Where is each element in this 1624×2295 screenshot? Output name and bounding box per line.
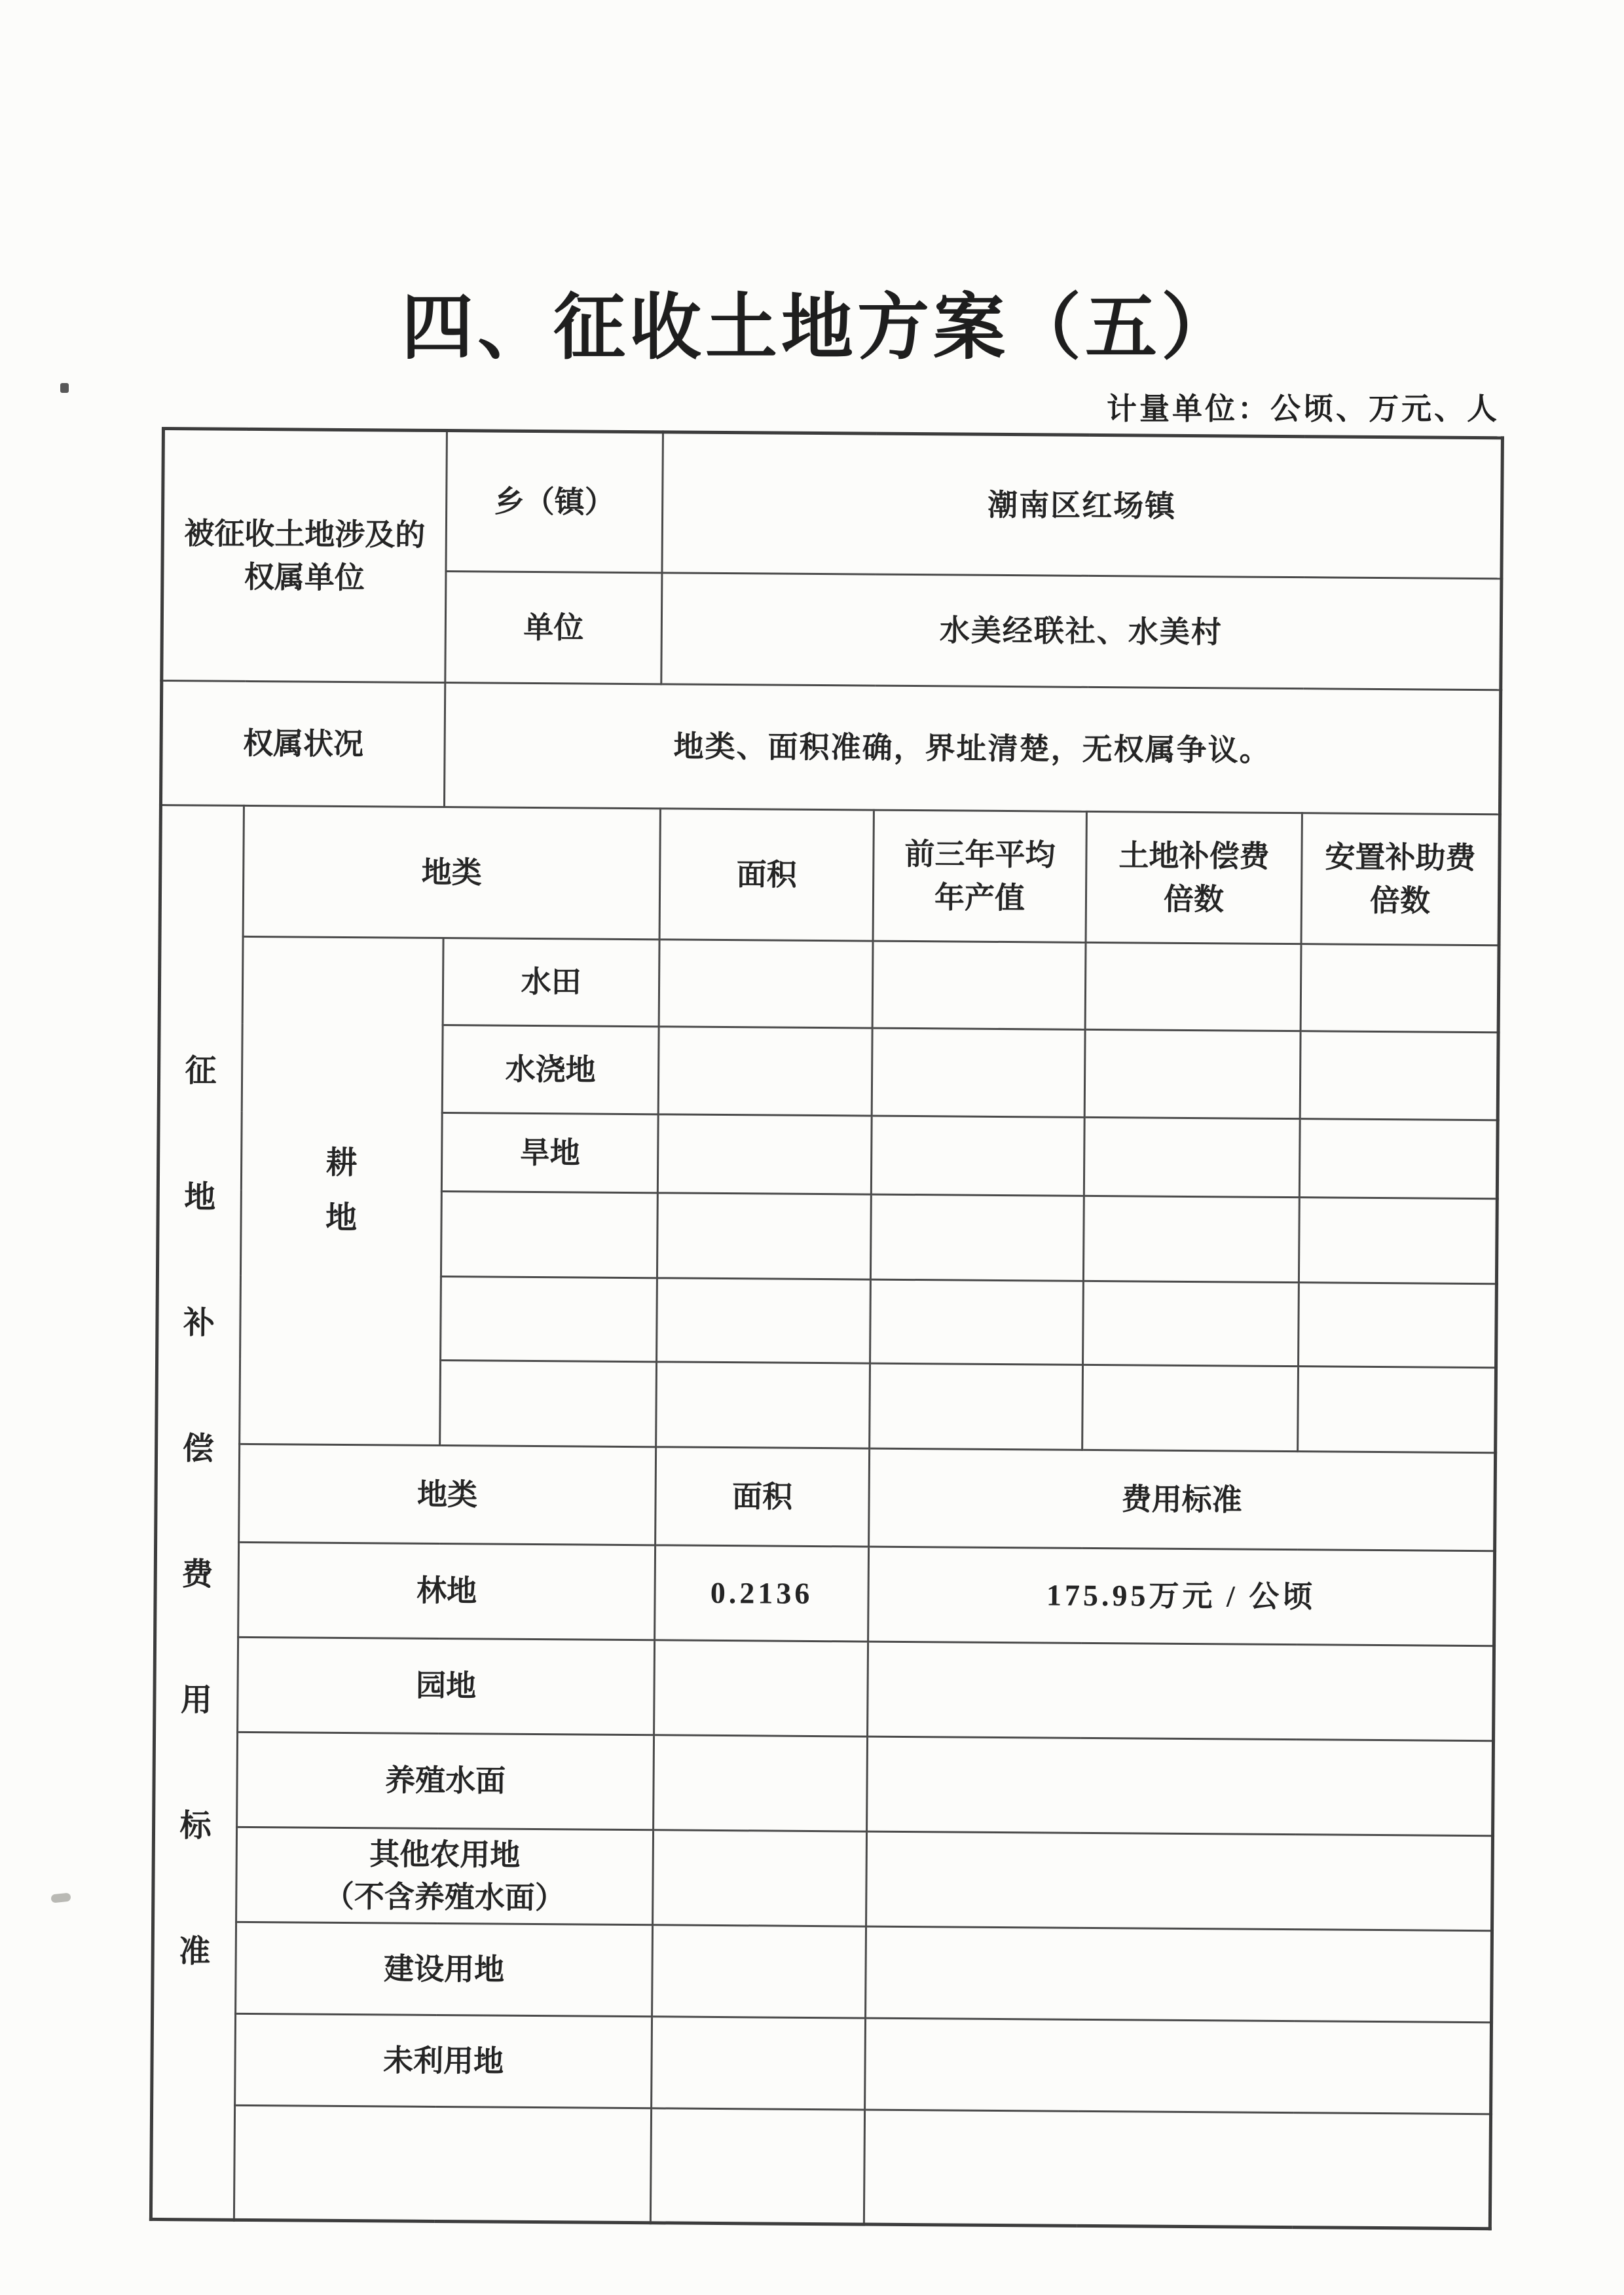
cell-area	[656, 1362, 870, 1448]
cell-avg-output	[872, 941, 1086, 1029]
scan-smudge	[50, 1892, 71, 1903]
cell-land-comp	[1082, 1365, 1299, 1451]
fee-row-standard	[866, 1926, 1492, 2023]
fee-header-land-type: 地类	[239, 1444, 656, 1545]
fee-row-standard	[868, 1642, 1494, 1741]
table-row	[151, 2104, 1490, 2228]
header-avg-output: 前三年平均 年产值	[873, 810, 1086, 942]
fee-row-standard: 175.95万元 / 公顷	[868, 1547, 1495, 1646]
header-land-comp-multiple: 土地补偿费 倍数	[1086, 811, 1302, 944]
fee-row-standard	[865, 2018, 1492, 2114]
fee-row-area	[650, 2108, 864, 2224]
table-row	[153, 1921, 1492, 2022]
compensation-side-label-text: 征 地 补 偿 费 用 标 准	[179, 1054, 217, 1970]
fee-header-standard: 费用标准	[869, 1448, 1496, 1551]
table-row	[153, 1826, 1493, 1930]
unit-label: 单位	[445, 572, 662, 684]
cell-resettle	[1298, 1367, 1496, 1453]
cell-land-comp	[1083, 1281, 1299, 1366]
cultivated-type: 旱地	[441, 1113, 658, 1193]
cultivated-type	[441, 1277, 657, 1362]
cultivated-land-label-text: 耕 地	[325, 1145, 358, 1236]
header-land-type: 地类	[243, 805, 660, 939]
unit-value: 水美经联社、水美村	[661, 573, 1502, 690]
cell-land-comp	[1083, 1196, 1299, 1282]
cell-avg-output	[870, 1279, 1084, 1365]
tenure-status-value: 地类、面积准确，界址清楚，无权属争议。	[444, 683, 1500, 815]
cell-area	[657, 1193, 871, 1279]
ownership-units-header: 被征收土地涉及的 权属单位	[162, 429, 447, 683]
cultivated-type: 水浇地	[442, 1025, 659, 1114]
fee-row-standard	[867, 1736, 1494, 1836]
cell-resettle	[1300, 1031, 1498, 1120]
cultivated-type	[440, 1361, 657, 1447]
table-row	[155, 1541, 1495, 1645]
table-row	[160, 681, 1500, 815]
fee-row-standard	[864, 2110, 1490, 2229]
table-row	[160, 805, 1500, 946]
scan-speck	[60, 383, 69, 393]
cell-land-comp	[1084, 1029, 1301, 1118]
table-row	[155, 1636, 1494, 1740]
header-area: 面积	[659, 809, 874, 941]
measurement-unit-note: 计量单位：公顷、万元、人	[1107, 392, 1500, 426]
fee-row-type: 园地	[238, 1637, 655, 1735]
fee-row-standard	[866, 1831, 1493, 1931]
table-row	[152, 2013, 1492, 2114]
table-row	[162, 429, 1502, 579]
cell-avg-output	[872, 1028, 1085, 1117]
fee-row-type: 建设用地	[236, 1922, 653, 2016]
fee-row-type: 养殖水面	[237, 1732, 654, 1829]
table-row	[156, 1443, 1496, 1551]
cell-area	[657, 1278, 871, 1363]
cell-avg-output	[871, 1116, 1084, 1196]
cell-area	[659, 940, 873, 1028]
cultivated-type: 水田	[443, 938, 659, 1027]
cell-land-comp	[1085, 942, 1301, 1031]
cell-resettle	[1301, 944, 1499, 1033]
cell-avg-output	[870, 1194, 1084, 1281]
fee-row-area	[652, 1925, 866, 2018]
cell-resettle	[1299, 1283, 1497, 1368]
compensation-side-label	[151, 805, 244, 2220]
cell-land-comp	[1084, 1117, 1300, 1197]
fee-header-area: 面积	[655, 1447, 870, 1547]
township-value: 潮南区红场镇	[662, 432, 1502, 579]
cell-area	[657, 1114, 872, 1194]
cultivated-land-label	[240, 936, 443, 1445]
table-row	[159, 936, 1499, 1032]
table-row	[154, 1731, 1494, 1835]
fee-row-type: 林地	[238, 1542, 655, 1640]
fee-row-area	[652, 2017, 866, 2110]
land-acquisition-form-table	[149, 427, 1504, 2230]
fee-row-type: 其他农用地 （不含养殖水面）	[236, 1827, 654, 1924]
fee-row-type	[234, 2105, 651, 2222]
tenure-status-label: 权属状况	[160, 681, 445, 807]
fee-row-area	[654, 1640, 868, 1736]
fee-row-area	[653, 1830, 867, 1926]
cell-avg-output	[870, 1363, 1083, 1450]
cell-resettle	[1299, 1119, 1498, 1199]
township-label: 乡（镇）	[446, 431, 663, 573]
header-resettle-multiple: 安置补助费 倍数	[1301, 813, 1500, 946]
fee-row-area: 0.2136	[655, 1545, 869, 1642]
cultivated-type	[441, 1192, 657, 1278]
fee-row-type: 未利用地	[235, 2013, 652, 2108]
document-title: 四、征收土地方案（五）	[401, 287, 1237, 368]
form-sheet	[149, 427, 1504, 2230]
cell-resettle	[1299, 1198, 1497, 1284]
cell-area	[658, 1027, 872, 1116]
fee-row-area	[654, 1735, 868, 1831]
